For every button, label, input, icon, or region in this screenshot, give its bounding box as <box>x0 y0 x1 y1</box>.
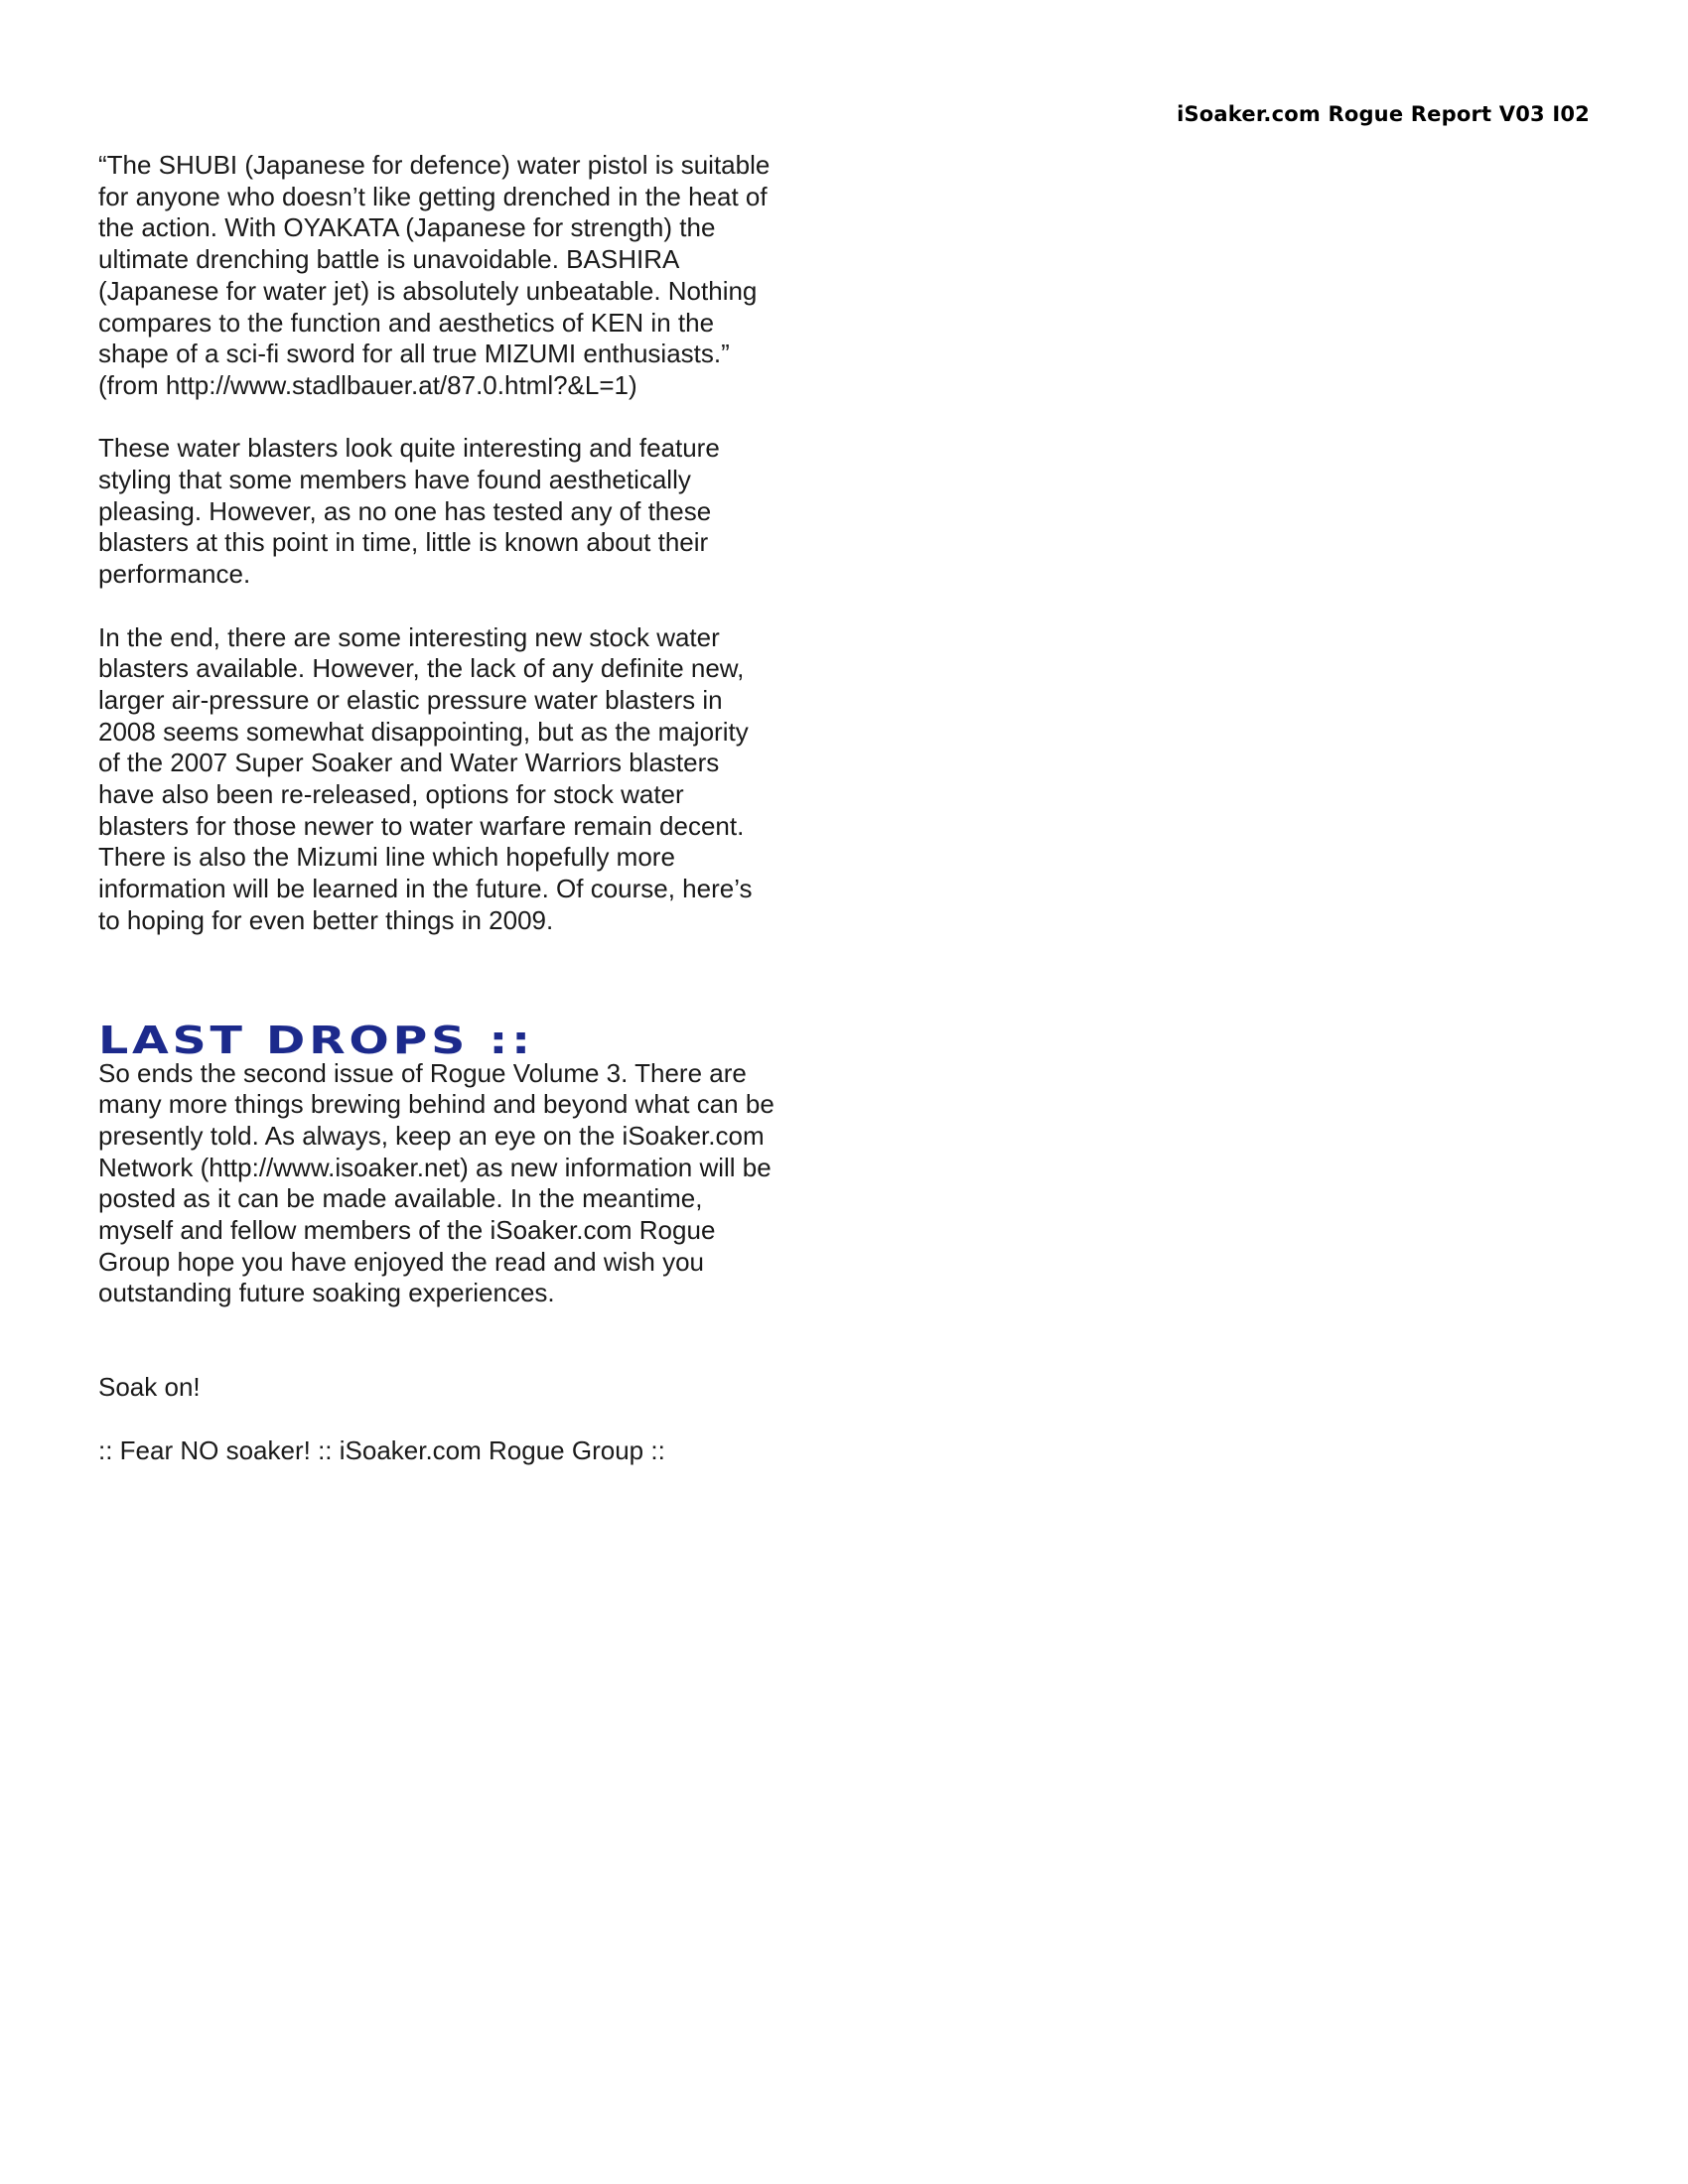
text-line: These water blasters look quite interesting and feature <box>98 433 720 464</box>
text-line: posted as it can be made available. In the meantime, <box>98 1183 703 1214</box>
text-line: the action. With OYAKATA (Japanese for strength) the <box>98 212 716 243</box>
text-line: (from http://www.stadlbauer.at/87.0.html?&L=1) <box>98 369 637 400</box>
page-header: iSoaker.com Rogue Report V03 I02 <box>1177 102 1590 126</box>
text-line: So ends the second issue of Rogue Volume 3. There are <box>98 1057 747 1088</box>
text-line: blasters for those newer to water warfare remain decent. <box>98 810 745 841</box>
section-heading: LAST DROPS :: <box>98 1018 534 1062</box>
text-line: outstanding future soaking experiences. <box>98 1278 555 1308</box>
text-line: ultimate drenching battle is unavoidable. BASHIRA <box>98 244 680 275</box>
text-line: many more things brewing behind and beyond what can be <box>98 1089 774 1120</box>
text-line: Network (http://www.isoaker.net) as new information will be <box>98 1152 772 1182</box>
text-line: In the end, there are some interesting new stock water <box>98 621 720 652</box>
text-line: pleasing. However, as no one has tested any of these <box>98 495 712 526</box>
paragraph-spacer <box>98 591 833 622</box>
text-line: blasters at this point in time, little is known about their <box>98 527 709 558</box>
text-line: (Japanese for water jet) is absolutely unbeatable. Nothing <box>98 275 758 306</box>
text-line: to hoping for even better things in 2009. <box>98 904 554 935</box>
text-line: have also been re-released, options for stock water <box>98 779 684 810</box>
body-paragraph <box>98 622 833 937</box>
paragraph-spacer <box>98 402 833 434</box>
text-line: of the 2007 Super Soaker and Water Warriors blasters <box>98 748 720 778</box>
text-line: blasters available. However, the lack of any definite new, <box>98 653 745 684</box>
closing-paragraph <box>98 1058 833 1310</box>
quote-paragraph <box>98 150 833 402</box>
motto-text <box>98 1435 833 1467</box>
text-line: for anyone who doesn’t like getting drenched in the heat of <box>98 181 768 211</box>
text-line: 2008 seems somewhat disappointing, but as the majority <box>98 716 749 747</box>
signoff-text <box>98 1372 833 1404</box>
text-line: Group hope you have enjoyed the read and wish you <box>98 1246 704 1277</box>
text-line: “The SHUBI (Japanese for defence) water pistol is suitable <box>98 150 771 180</box>
text-line: styling that some members have found aesthetically <box>98 465 691 495</box>
text-line: :: Fear NO soaker! :: iSoaker.com Rogue Group :: <box>98 1434 665 1465</box>
section-spacer <box>98 937 833 1023</box>
section-spacer <box>98 1309 833 1372</box>
text-line: larger air-pressure or elastic pressure water blasters in <box>98 684 723 715</box>
text-line: shape of a sci-fi sword for all true MIZUMI enthusiasts.” <box>98 339 730 369</box>
text-line: performance. <box>98 559 251 590</box>
body-paragraph <box>98 433 833 591</box>
text-line: information will be learned in the future. Of course, here’s <box>98 874 753 904</box>
paragraph-spacer <box>98 1404 833 1435</box>
text-line: compares to the function and aesthetics of KEN in the <box>98 307 715 338</box>
text-line: myself and fellow members of the iSoaker.com Rogue <box>98 1215 716 1246</box>
text-line: presently told. As always, keep an eye on the iSoaker.com <box>98 1120 765 1151</box>
text-line: There is also the Mizumi line which hopefully more <box>98 842 675 873</box>
text-column <box>98 150 833 1466</box>
text-line: Soak on! <box>98 1372 201 1403</box>
